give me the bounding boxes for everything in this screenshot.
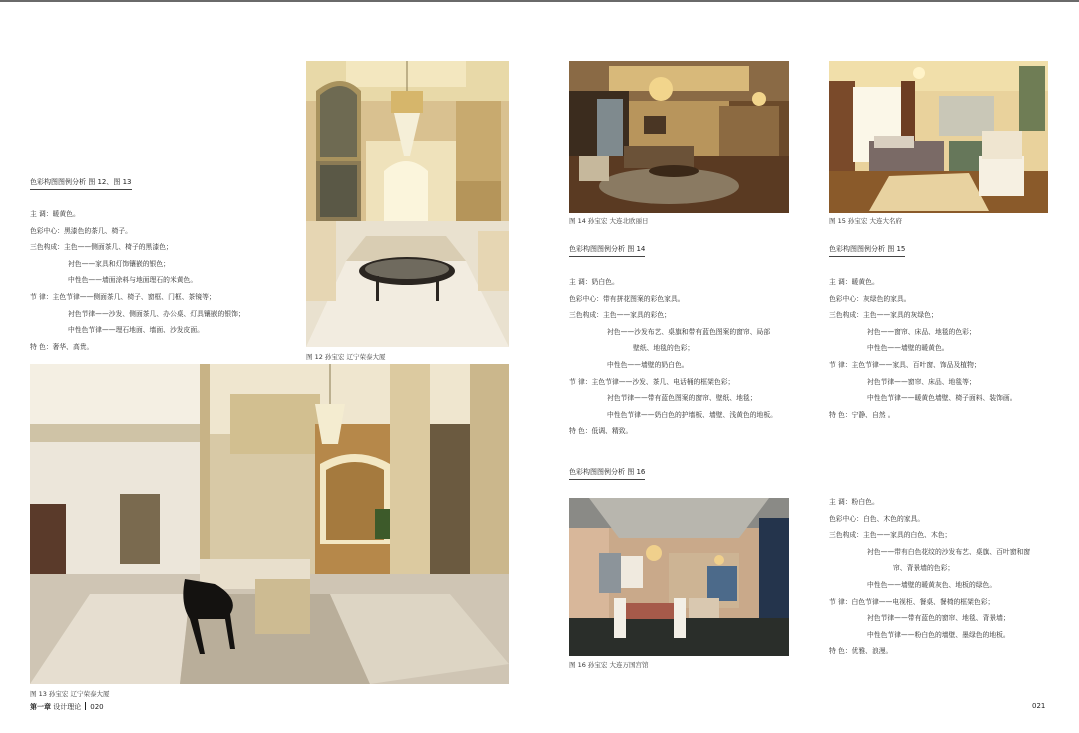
text-line: 衬色——窗帘、床品、地毯的色彩；: [867, 327, 976, 336]
text-line: 节 律：主色节律——沙发、茶几、电话桶的框架色彩；: [569, 377, 735, 386]
photo-12-lobby: [306, 61, 509, 347]
text-line: 三色构成：主色——侧面茶几、椅子的黑漆色；: [30, 243, 173, 252]
text-line: 色彩中心：白色、木色的家具。: [829, 514, 925, 523]
text-line: 特 色：低调、精致。: [569, 427, 633, 436]
text-line: 壁纸、地毯的色彩；: [633, 344, 695, 353]
section-16-title: 色彩构图图例分析 图 16: [569, 467, 645, 480]
photo-13-lobby: [30, 364, 509, 684]
footer-title: 设计理论: [53, 703, 82, 711]
photo-12-caption: 图 12 孙宝宏 辽宁荣泰大厦: [306, 353, 386, 361]
text-line: 衬色节律——窗帘、床品、地毯等；: [867, 377, 976, 386]
footer-page-number-right: 021: [1032, 702, 1046, 710]
text-line: 中性色——墙面涂料与地面理石的米黄色。: [68, 276, 198, 285]
left-section-title: 色彩构图图例分析 图 12、图 13: [30, 177, 132, 190]
section-16-text: [829, 494, 1030, 660]
text-line: 节 律：主色节律——家具、百叶窗、饰品及植物；: [829, 360, 981, 369]
top-rule: [0, 0, 1079, 2]
text-line: 中性色——墙壁的暖黄色。: [867, 344, 949, 353]
photo-14-living-room: [569, 61, 789, 213]
section-15-text: [829, 274, 1017, 423]
text-line: 色彩中心：灰绿色的家具。: [829, 294, 911, 303]
text-line: 三色构成：主色——家具的彩色；: [569, 311, 671, 320]
text-line: 主 调：粉白色。: [829, 498, 879, 506]
text-line: 特 色：奢华、高贵。: [30, 342, 94, 351]
text-line: 衬色——沙发布艺、桌旗和带有蓝色图案的窗帘、局部: [607, 327, 771, 336]
text-line: 衬色——家具和灯饰镶嵌的银色；: [68, 259, 170, 268]
text-line: 色彩中心：黑漆色的茶几、椅子。: [30, 226, 132, 235]
photo-15-caption: 图 15 孙宝宏 大连大名府: [829, 217, 902, 225]
text-line: 衬色节律——带有蓝色的窗帘、地毯、背景墙；: [867, 614, 1010, 623]
text-line: 特 色：宁静、自然 。: [829, 410, 895, 419]
section-14-text: [569, 274, 777, 440]
text-line: 主 调：奶白色。: [569, 278, 619, 286]
photo-16-dining-room: [569, 498, 789, 656]
text-line: 三色构成：主色——家具的灰绿色；: [829, 311, 938, 320]
text-line: 中性色节律——粉白色的墙壁、墨绿色的地板。: [867, 630, 1010, 639]
footer-page-number-left: 020: [90, 703, 104, 711]
photo-16-caption: 图 16 孙宝宏 大连万国宫馆: [569, 661, 649, 669]
text-line: 衬色节律——沙发、侧面茶几、办公桌、灯具镶嵌的银饰；: [68, 309, 245, 318]
text-line: 衬色节律——带有蓝色图案的窗帘、壁纸、地毯；: [607, 394, 757, 403]
photo-14-caption: 图 14 孙宝宏 大连北欧丽日: [569, 217, 649, 225]
text-line: 中性色——墙壁的暖黄灰色、地板的绿色。: [867, 580, 997, 589]
text-line: 色彩中心：带有拼花图案的彩色家具。: [569, 294, 685, 303]
section-15-title: 色彩构图图例分析 图 15: [829, 244, 905, 257]
text-line: 中性色节律——暖黄色墙壁、椅子面料、装饰画。: [867, 394, 1017, 403]
text-line: 特 色：优雅、浪漫。: [829, 647, 893, 656]
text-line: 节 律：白色节律——电视柜、餐桌、餐椅的框架色彩；: [829, 597, 995, 606]
text-line: 中性色节律——理石地面、墙面、沙发皮面。: [68, 326, 204, 335]
text-line: 中性色——墙壁的奶白色。: [607, 360, 689, 369]
footer-divider: [85, 702, 86, 710]
photo-15-bedroom: [829, 61, 1048, 213]
text-line: 中性色节律——奶白色的护墙板、墙壁、浅黄色的地板。: [607, 410, 777, 419]
text-line: 三色构成：主色——家具的白色、木色；: [829, 531, 952, 540]
text-line: 主 调：暖黄色。: [829, 278, 879, 286]
left-footer: [30, 702, 104, 712]
text-line: 衬色——带有白色花纹的沙发布艺、桌旗、百叶窗和窗: [867, 547, 1031, 556]
text-line: 帘、背景墙的色彩；: [893, 564, 955, 573]
text-line: 主 调：暖黄色。: [30, 210, 80, 218]
section-14-title: 色彩构图图例分析 图 14: [569, 244, 645, 257]
text-line: 节 律：主色节律——侧面茶几、椅子、窗框、门框、茶镜等；: [30, 292, 216, 301]
footer-chapter: 第一章: [30, 703, 51, 711]
left-analysis-text: [30, 206, 245, 355]
photo-13-caption: 图 13 孙宝宏 辽宁荣泰大厦: [30, 690, 110, 698]
